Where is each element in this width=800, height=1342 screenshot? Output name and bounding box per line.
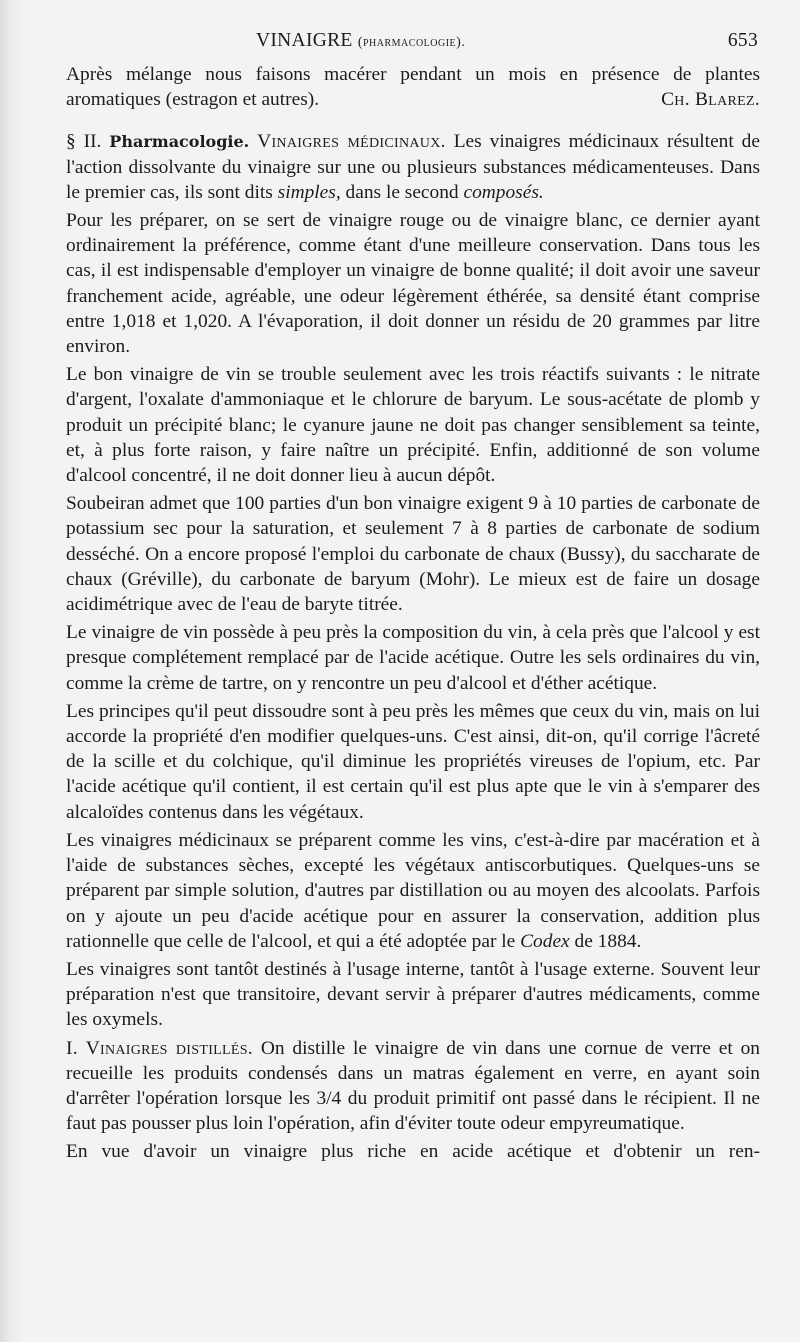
- paragraph-usage: Les vinaigres sont tantôt destinés à l'usage interne, tantôt à l'usage externe. Souvent leur préparation n'est que transitoire, devant servir à préparer d'autres médicaments, comme les oxymels.: [66, 958, 760, 1031]
- paragraph-soubeiran: Soubeiran admet que 100 parties d'un bon vinaigre exigent 9 à 10 parties de carbonate de potassium sec pour la saturation, et seulement 7 à 8 parties de carbonate de sodium desséché. On a encore proposé l'emploi du carbonate de chaux (Bussy), du saccharate de chaux (Gréville), du carbonate de baryum (Mohr). Le mieux est de faire un dosage acidimétrique avec de l'eau de baryte titrée.: [66, 493, 760, 616]
- codex-emph: Codex: [520, 930, 570, 952]
- intro-text: Après mélange nous faisons macérer pendant un mois en présence de plantes aromatiques (estragon et autres).: [66, 64, 760, 111]
- section-title: Pharmacologie.: [109, 132, 250, 152]
- header-title: [256, 30, 465, 52]
- distilles-text: On distille le vinaigre de vin dans une cornue de verre et on recueille les produits condensés dans un matras également en verre, en ayant soin d'arrêter l'opération lorsque les 3/4 du produit primitif ont passé dans le récipient. Il ne faut pas pousser plus loin l'opération, afin d'éviter toute odeur empyreumatique.: [66, 1037, 760, 1135]
- codex-text-before: Les vinaigres médicinaux se préparent comme les vins, c'est-à-dire par macération et à l'aide de substances sèches, excepté les végétaux antiscorbutiques. Quelques-uns se préparent par simple solution, d'autres par distillation ou au moyen des alcoolats. Parfois on y ajoute un peu d'acide acétique pour en assurer la conservation, addition plus rationnelle que celle de l'alcool, et qui a été adoptée par le: [66, 829, 760, 952]
- section-subtitle: Vinaigres médicinaux.: [257, 131, 446, 153]
- paragraph-last-line: En vue d'avoir un vinaigre plus riche en acide acétique et d'obtenir un ren-: [66, 1141, 760, 1163]
- paragraph-preparation: Pour les préparer, on se sert de vinaigre rouge ou de vinaigre blanc, ce dernier ayant ordinairement la préférence, comme étant d'une meilleure conservation. Dans tous les cas, il est indispensable d'employer un vinaigre de bonne qualité; il doit avoir une saveur franchement acide, agréable, une odeur légèrement éthérée, sa densité étant comprise entre 1,018 et 1,020. A l'évaporation, il doit donner un résidu de 20 grammes par litre environ.: [66, 210, 760, 358]
- intro-paragraph: [66, 62, 760, 112]
- distilles-label: I. Vinaigres distillés.: [66, 1037, 253, 1059]
- body-text: [66, 62, 760, 1165]
- author-signature: Ch. Blarez.: [661, 89, 760, 111]
- emph-composes: composés.: [463, 181, 544, 203]
- paragraph-principes: Les principes qu'il peut dissoudre sont à peu près les mêmes que ceux du vin, mais on lui accorde la propriété d'en modifier quelques-uns. C'est ainsi, dit-on, qu'il corrige l'âcreté de la scille et du colchique, qu'il diminue les propriétés vireuses de l'opium, etc. Par l'acide acétique qu'il contient, il est certain qu'il est plus apte que le vin à s'emparer des alcaloïdes contenus dans les végétaux.: [66, 700, 760, 823]
- paragraph-codex: [66, 828, 760, 954]
- running-header: [66, 30, 760, 60]
- paragraph-reactifs: Le bon vinaigre de vin se trouble seulement avec les trois réactifs suivants : le nitrate d'argent, l'oxalate d'ammoniaque et le chlorure de baryum. Le sous-acétate de plomb y produit un précipité blanc; le cyanure jaune ne doit pas changer sensiblement sa teinte, et, à plus forte raison, y faire naître un précipité. Enfin, additionné de son volume d'alcool concentré, il ne doit donner lieu à aucun dépôt.: [66, 364, 760, 487]
- section-text-2: dans le second: [345, 181, 459, 203]
- paragraph-distilles: [66, 1036, 760, 1137]
- codex-text-after: de 1884.: [574, 930, 642, 952]
- emph-simples: simples,: [277, 181, 341, 203]
- paragraph-composition: Le vinaigre de vin possède à peu près la composition du vin, à cela près que l'alcool y est presque complétement remplacé par de l'acide acétique. Outre les sels ordinaires du vin, comme la crème de tartre, on y rencontre un peu d'alcool et d'éther acétique.: [66, 622, 760, 694]
- section-paragraph: [66, 129, 760, 205]
- section-text-1: Les vinaigres médicinaux résultent de l'action dissolvante du vinaigre sur une ou plusieurs substances médicamenteuses. Dans le premier cas, ils sont dits: [66, 131, 760, 203]
- header-title-main: VINAIGRE: [256, 30, 353, 51]
- header-title-sub: (pharmacologie).: [357, 35, 466, 50]
- section-number: § II.: [66, 131, 102, 153]
- page-number: 653: [727, 30, 758, 51]
